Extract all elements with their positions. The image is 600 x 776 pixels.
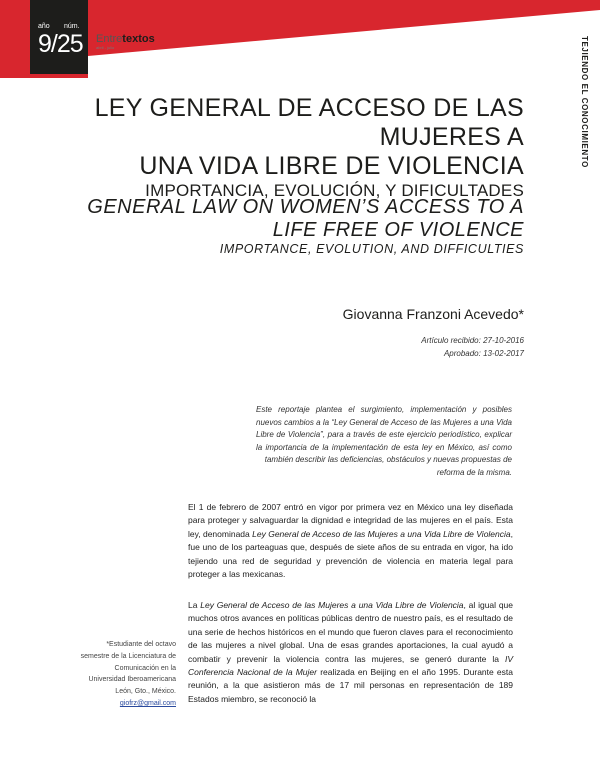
section-label <box>570 36 596 206</box>
header-red-band <box>0 0 600 78</box>
p2-text-b: , al igual que muchos otros avances en políticas públicas dentro de nuestro país, es el resultado de una serie de hechos históricos en el mundo que fueron claves para el reconocimiento de las mujeres a nivel global. Una de esas grandes aportaciones, la cual ayudó a combatir y prevenir la violencia contra las mujeres, se generó durante la <box>188 600 513 664</box>
number-label: núm. <box>64 23 80 30</box>
issue-number: 9/25 <box>38 30 83 58</box>
date-received: Artículo recibido: 27-10-2016 <box>421 336 524 345</box>
abstract <box>256 404 512 480</box>
title-spanish <box>54 94 524 201</box>
author-name: Giovanna Franzoni Acevedo* <box>342 306 524 322</box>
brand-light: Entre <box>96 33 123 45</box>
abstract-text: Este reportaje plantea el surgimiento, implementación y posibles nuevos cambios a la “Ley General de Acceso de las Mujeres a una Vida Libre de Violencia”, para a través de este ejercicio periodístico, explicar la importancia de la implementación de esta ley en México, así como también describir las deficiencias, obstáculos y nuevas propuestas de <box>256 405 512 465</box>
abstract-last-line: reforma de la misma. <box>436 467 512 477</box>
section-label-text: TEJIENDO EL CONOCIMIENTO <box>580 36 589 168</box>
brand-bold: textos <box>122 33 155 45</box>
article-dates <box>421 334 524 360</box>
author-footnote <box>80 639 176 710</box>
date-approved: Aprobado: 13-02-2017 <box>443 349 524 358</box>
p2-law-name: Ley General de Acceso de las Mujeres a una Vida Libre de Violencia <box>200 600 464 610</box>
issue-box <box>30 0 88 74</box>
p2-text-a: La <box>188 600 201 610</box>
p2-conference-name: IV Conferencia Nacional de la Mujer <box>188 653 513 678</box>
body-paragraph-2 <box>188 599 513 706</box>
title-english <box>54 196 524 257</box>
year-label: año <box>38 23 50 30</box>
p1-text-b: , fue uno de los parteaguas que, después de siete años de su entrada en vigor, ha ido tejiendo una red de seguridad y prevención de violencia en materia legal para proteger a las mexicanas. <box>188 528 514 580</box>
author-email-link[interactable]: giofrz@gmail.com <box>119 699 176 707</box>
body-paragraph-1 <box>188 501 513 581</box>
p1-text-a: El 1 de febrero de 2007 entró en vigor por primera vez en México una ley diseñada para proteger y salvaguardar la dignidad e integridad de las mujeres en el país. Esta ley, denominada <box>188 502 513 539</box>
issn-text <box>0 16 2 57</box>
p1-law-name: Ley General de Acceso de las Mujeres a una Vida Libre de Violencia <box>252 528 511 539</box>
journal-brand <box>96 33 155 45</box>
p2-text-c: realizada en Beijing en el año 1995. Durante esta reunión, a la que asistieron más de 17 mil personas en representación de 189 Estados miembro, se reconoció la <box>188 667 513 704</box>
title-en-line1: GENERAL LAW ON WOMEN’S ACCESS TO A <box>87 196 524 218</box>
brand-subtitle: abril - julio <box>96 45 115 50</box>
footnote-text: *Estudiante del octavo semestre de la Licenciatura de Comunicación en la Universidad Iberoamericana León, Gto., México. <box>80 641 176 696</box>
title-en-line2: LIFE FREE OF VIOLENCE <box>272 219 524 241</box>
title-es-subtitle: IMPORTANCIA, EVOLUCIÓN, Y DIFICULTADES <box>145 181 524 200</box>
title-en-subtitle: IMPORTANCE, EVOLUTION, AND DIFFICULTIES <box>219 242 524 256</box>
title-es-line2: UNA VIDA LIBRE DE VIOLENCIA <box>139 152 524 180</box>
title-es-line1: LEY GENERAL DE ACCESO DE LAS MUJERES A <box>94 94 524 151</box>
